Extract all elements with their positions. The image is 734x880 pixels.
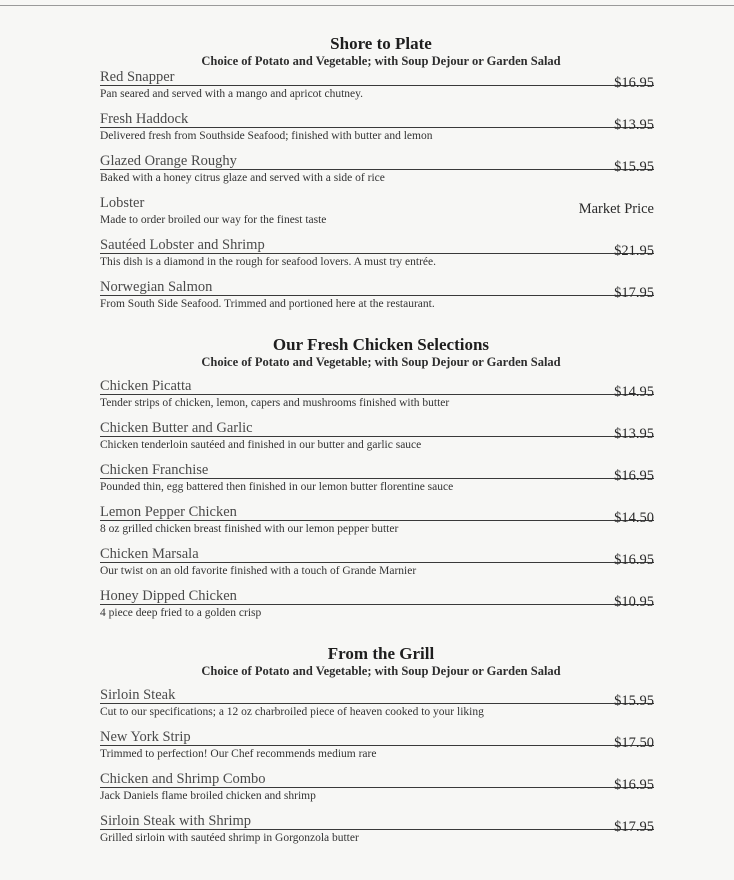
item-rule [100,169,654,170]
item-description: Trimmed to perfection! Our Chef recommends medium rare [100,748,377,760]
item-rule [100,85,654,86]
item-name: Chicken Picatta [100,378,192,394]
item-name: Honey Dipped Chicken [100,588,237,604]
section-from-the-grill [96,644,656,855]
item-description: Delivered fresh from Southside Seafood; finished with butter and lemon [100,130,433,142]
item-name: Chicken Franchise [100,462,209,478]
item-price: $15.95 [614,159,654,175]
section-subtitle: Choice of Potato and Vegetable; with Soup Dejour or Garden Salad [201,54,561,68]
item-rule [100,562,654,563]
section-title: Our Fresh Chicken Selections [272,335,490,354]
menu-item [96,69,656,111]
item-rule [100,295,654,296]
item-price: $17.95 [614,819,654,835]
section-shore-to-plate [96,34,656,321]
item-description: This dish is a diamond in the rough for seafood lovers. A must try entrée. [100,256,436,268]
item-description: From South Side Seafood. Trimmed and portioned here at the restaurant. [100,298,435,310]
item-price: $14.50 [614,510,654,526]
item-description: 4 piece deep fried to a golden crisp [100,607,262,619]
menu-item [96,420,656,462]
section-chicken-selections [96,335,656,630]
item-rule [100,253,654,254]
menu-item [96,378,656,420]
item-name: Chicken Butter and Garlic [100,420,253,436]
item-rule [100,745,654,746]
item-rule [100,787,654,788]
item-name: Lobster [100,195,145,211]
item-description: Chicken tenderloin sautéed and finished in our butter and garlic sauce [100,439,422,451]
item-name: Sirloin Steak [100,687,176,703]
item-description: Tender strips of chicken, lemon, capers and mushrooms finished with butter [100,397,450,409]
item-name: Sautéed Lobster and Shrimp [100,237,265,253]
item-name: Sirloin Steak with Shrimp [100,813,252,829]
item-rule [100,394,654,395]
menu-item [96,111,656,153]
menu-item [96,729,656,771]
item-name: Lemon Pepper Chicken [100,504,237,520]
item-price: $10.95 [614,594,654,610]
menu-item [96,687,656,729]
menu-item [96,279,656,321]
section-title: Shore to Plate [330,34,432,53]
item-price: Market Price [578,201,654,217]
item-name: New York Strip [100,729,191,745]
item-rule [100,478,654,479]
menu-item [96,771,656,813]
item-description: Pan seared and served with a mango and apricot chutney. [100,88,364,100]
top-edge-rule [0,5,734,6]
item-name: Chicken and Shrimp Combo [100,771,266,787]
item-rule [100,604,654,605]
menu-item [96,546,656,588]
item-price: $16.95 [614,75,654,91]
menu-item [96,237,656,279]
item-price: $15.95 [614,693,654,709]
item-price: $13.95 [614,426,654,442]
item-price: $16.95 [614,777,654,793]
item-rule [100,520,654,521]
item-price: $16.95 [614,468,654,484]
menu-item [96,813,656,855]
item-rule [100,703,654,704]
menu-page [96,34,656,869]
item-description: Our twist on an old favorite finished with a touch of Grande Marnier [100,565,417,577]
menu-item [96,153,656,195]
menu-item [96,462,656,504]
item-price: $13.95 [614,117,654,133]
item-name: Red Snapper [100,69,175,85]
item-name: Norwegian Salmon [100,279,213,295]
section-title: From the Grill [327,644,435,663]
item-description: Made to order broiled our way for the finest taste [100,214,327,226]
item-rule [100,436,654,437]
menu-item [96,504,656,546]
menu-item [96,588,656,630]
item-name: Chicken Marsala [100,546,199,562]
item-price: $14.95 [614,384,654,400]
item-description: Baked with a honey citrus glaze and served with a side of rice [100,172,385,184]
item-rule [100,829,654,830]
section-subtitle: Choice of Potato and Vegetable; with Soup Dejour or Garden Salad [201,664,561,678]
item-rule [100,127,654,128]
item-name: Fresh Haddock [100,111,189,127]
item-price: $17.50 [614,735,654,751]
item-description: 8 oz grilled chicken breast finished with our lemon pepper butter [100,523,399,535]
item-description: Cut to our specifications; a 12 oz charbroiled piece of heaven cooked to your liking [100,706,484,718]
item-price: $17.95 [614,285,654,301]
item-price: $16.95 [614,552,654,568]
item-name: Glazed Orange Roughy [100,153,237,169]
section-subtitle: Choice of Potato and Vegetable; with Soup Dejour or Garden Salad [201,355,561,369]
item-description: Pounded thin, egg battered then finished in our lemon butter florentine sauce [100,481,454,493]
menu-item [96,195,656,237]
item-description: Grilled sirloin with sautéed shrimp in Gorgonzola butter [100,832,359,844]
item-price: $21.95 [614,243,654,259]
item-description: Jack Daniels flame broiled chicken and shrimp [100,790,316,802]
